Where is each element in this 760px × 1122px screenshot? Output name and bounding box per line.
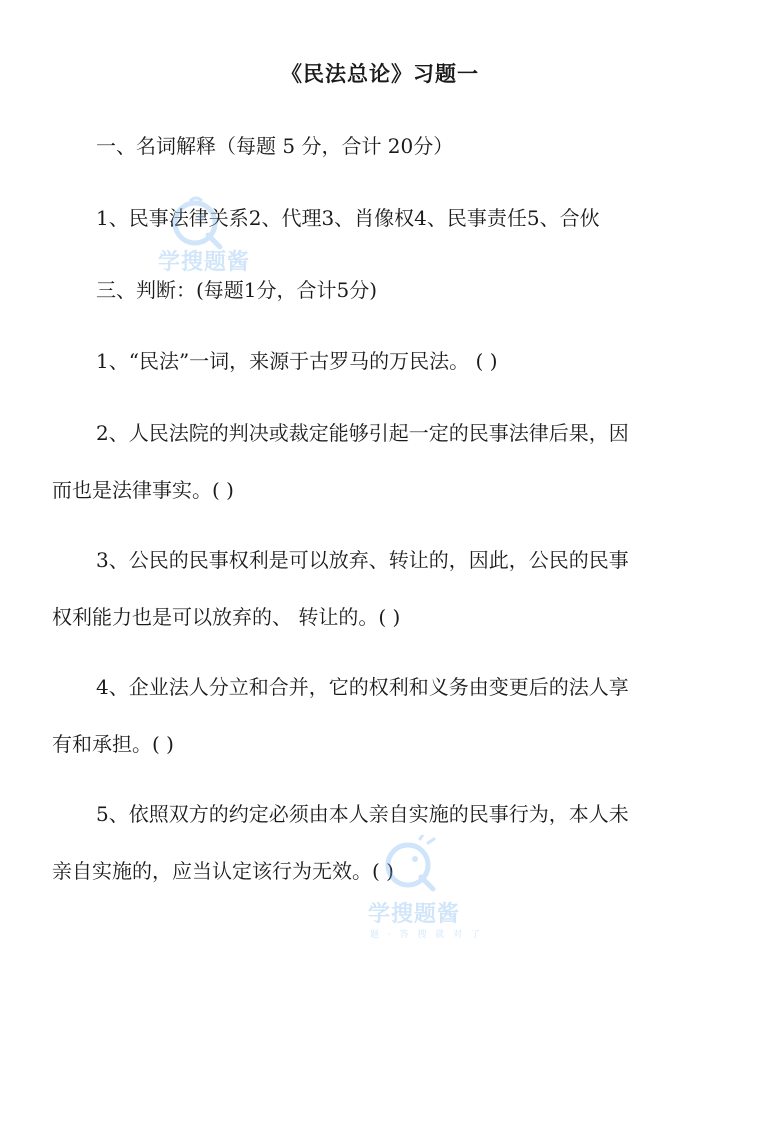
watermark-logo-lower (360, 835, 484, 950)
section3-heading: 三、判断：(每题1分，合计5分) (96, 278, 378, 302)
watermark-slogan: 题 · 答 搜 就 对 了 (370, 930, 484, 940)
question-2-line1: 2、人民法院的判决或裁定能够引起一定的民事法律后果，因 (96, 421, 629, 445)
watermark-brand: 学搜题酱 (368, 902, 461, 927)
question-2-line2: 而也是法律事实。( ) (52, 478, 234, 502)
question-4-line2: 有和承担。( ) (52, 732, 174, 756)
question-5-line1: 5、依照双方的约定必须由本人亲自实施的民事行为，本人未 (96, 802, 629, 826)
watermark-brand: 学搜题酱 (158, 250, 251, 275)
question-3-line1: 3、公民的民事权利是可以放弃、转让的，因此，公民的民事 (96, 548, 629, 572)
question-1: 1、“民法”一词，来源于古罗马的万民法。 ( ) (96, 349, 498, 373)
question-5-line2: 亲自实施的，应当认定该行为无效。( ) (52, 859, 394, 883)
watermark-logo (150, 195, 260, 285)
question-3-line2: 权利能力也是可以放弃的、 转让的。( ) (52, 605, 401, 629)
watermark-mascot-icon (360, 835, 470, 895)
section1-heading: 一、名词解释（每题 5 分，合计 20分） (96, 134, 454, 158)
question-4-line1: 4、企业法人分立和合并，它的权利和义务由变更后的法人享 (96, 675, 629, 699)
section1-terms: 1、民事法律关系2、代理3、肖像权4、民事责任5、合伙 (96, 206, 600, 230)
document-title: 《民法总论》习题一 (281, 61, 479, 86)
